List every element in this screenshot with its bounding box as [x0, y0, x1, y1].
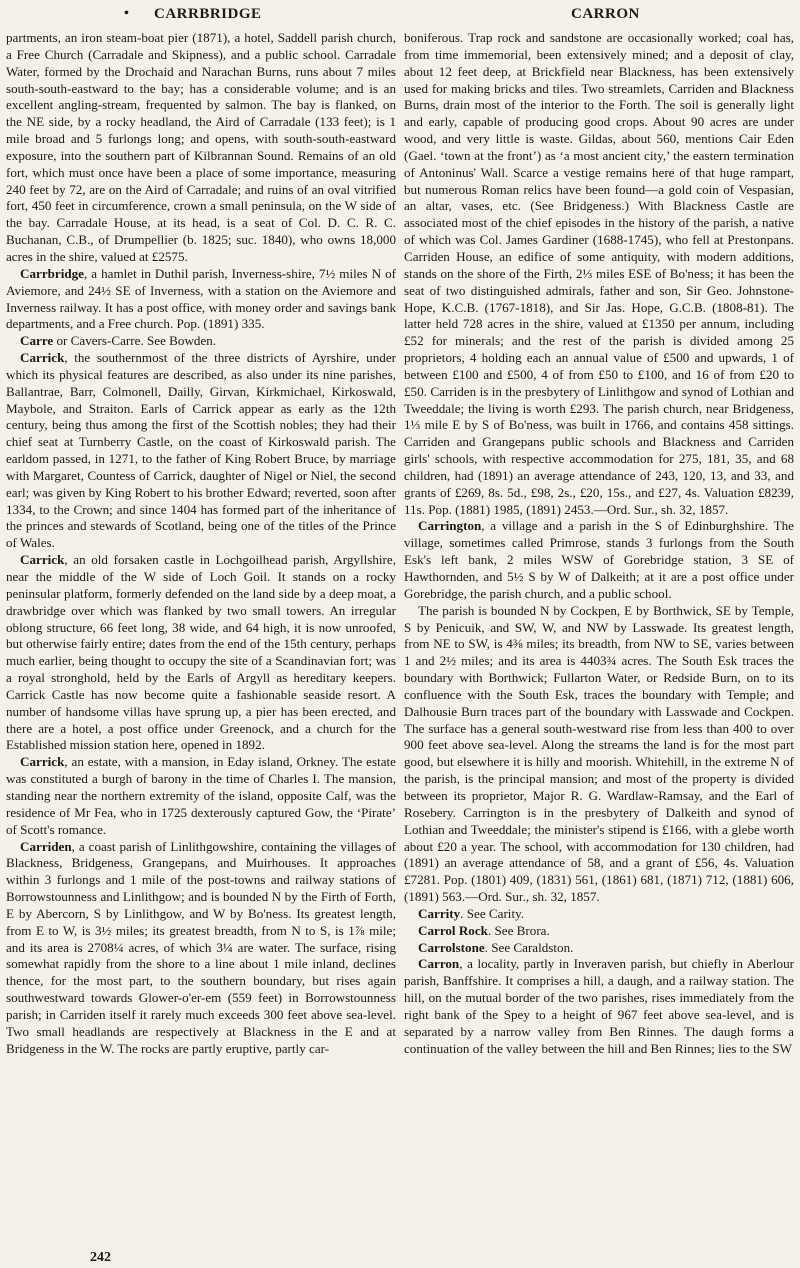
entry-paragraph: [6, 552, 396, 754]
entry-headword: Carrick: [20, 552, 65, 568]
page-mark: •: [124, 6, 130, 21]
right-column: [404, 30, 794, 1252]
running-head: [6, 4, 794, 30]
entry-paragraph: [404, 923, 794, 940]
entry-headword: Carrbridge: [20, 265, 84, 281]
entry-text: , a locality, partly in Inveraven parish, but chiefly in Aberlour parish, Banffshire. It comprises a hill, a daugh, and a railway station. The hill, on the mutual border of the two parishes, rises immediately from the right bank of the Spey to a height of 967 feet above sea-level, and is separated by a narrow valley from Ben Rinnes. The daugh forms a continuation of the valley between the hill and Ben Rinnes; lies to the SW: [404, 956, 794, 1056]
entry-paragraph: [404, 906, 794, 923]
entry-headword: Carrick: [20, 754, 65, 770]
entry-paragraph: [404, 603, 794, 906]
entry-headword: Carre: [20, 333, 54, 349]
entry-text: , a village and a parish in the S of Edinburghshire. The village, sometimes called Primrose, stands 3 furlongs from the South Esk's left bank, 2 miles WSW of Gorebridge station, 3 SE of Hawthornden, and 5½ S by W of Dalkeith; at it are a post office under Gorebridge, the parish church, and a public school.: [404, 518, 794, 601]
entry-text: partments, an iron steam-boat pier (1871), a hotel, Saddell parish church, a Free Church (Carradale and Skipness), and a public school. Carradale Water, formed by the Drochaid and Narachan Burns, runs about 7 miles south-south-eastward to the bay; has a considerable volume; and is an excellent angling-stream, frequented by salmon. The bay is flanked, on the NE side, by a rocky headland, the Aird of Carradale (133 feet); is 1 mile broad and 5 furlongs long; and opens, with south-south-eastward exposure, into the southern part of Kilbrannan Sound. Remains of an old fort, which must once have been a place of some importance, measuring 240 feet by 72, are on the Aird of Carradale; and ruins of an oval vitrified fort, 450 feet in circumference, crown a small peninsula, on the W side of the bay. Carradale House, at its head, is a seat of Col. D. C. R. C. Buchanan, C.B., of Drumpellier (b. 1825; suc. 1840), who owns 18,000 acres in the shire, valued at £2575.: [6, 30, 396, 264]
entry-headword: Carrolstone: [418, 939, 485, 955]
entry-paragraph: [6, 350, 396, 552]
entry-paragraph: [404, 940, 794, 957]
entry-paragraph: [6, 30, 396, 266]
entry-headword: Carrity: [418, 905, 461, 921]
entry-paragraph: [404, 518, 794, 602]
entry-text: or Cavers-Carre. See Bowden.: [53, 333, 217, 349]
entry-text: , an estate, with a mansion, in Eday island, Orkney. The estate was constituted a burgh of barony in the time of Charles I. The mansion, standing near the northern extremity of the island, opposite Calf, was the residence of Mr Fea, who in 1725 dexterously captured Gow, the ‘Pirate’ of Scott's romance.: [6, 754, 396, 837]
entry-headword: Carron: [418, 956, 460, 972]
entry-paragraph: [404, 30, 794, 518]
entry-text: , the southernmost of the three districts of Ayrshire, under which its physical features are described, as also under its nine parishes, Ballantrae, Barr, Colmonell, Dailly, Girvan, Kirkmichael, Kirkoswald, Maybole, and Straiton. Earls of Carrick appear as early as the 12th century, being thus among the first of the Scottish nobles; they had their chief seat at Turnberry Castle, on the coast of Kirkoswald parish. The earldom passed, in 1271, to the father of King Robert Bruce, by marriage with Margaret, Countess of Carrick, daughter of Nigel or Niel, the second earl; was given by King Robert to his brother Edward; reverted, soon after 1334, to the Crown; and since 1404 has formed part of the inheritance of the princes and stewards of Scotland, being one of the titles of the Prince of Wales.: [6, 350, 396, 551]
entry-text: , a hamlet in Duthil parish, Inverness-shire, 7½ miles N of Aviemore, and 24½ SE of Inverness, with a station on the Aviemore and Inverness railway. It has a post office, with money order and savings bank departments, and a Free church. Pop. (1891) 335.: [6, 265, 396, 332]
entry-text: , a coast parish of Linlithgowshire, containing the villages of Blackness, Bridgeness, Grangepans, and Muirhouses. It approaches within 3 furlongs and 1 mile of the post-towns and railway stations of Borrowstounness and Linlithgow; and is bounded N by the Firth of Forth, E by Abercorn, S by Linlithgow, and W by Bo'ness. Its greatest length, from E to W, is 3½ miles; its greatest breadth, from N to S, is 1⅞ mile; and its area is 2708¼ acres, of which 3¼ are water. The surface, rising somewhat rapidly from the shore to a line about 1 mile inland, declines thence, for the most part, to the southern boundary, but rises again southwestward towards Glower-o'er-em (559 feet) in Borrowstounness parish; in Carriden itself it rarely much exceeds 300 feet above sea-level. Two small headlands are respectively at Blackness in the E and at Bridgeness in the W. The rocks are partly eruptive, partly car-: [6, 838, 396, 1056]
entry-headword: Carrol Rock: [418, 922, 488, 938]
left-column: [6, 30, 396, 1252]
entry-paragraph: [404, 956, 794, 1057]
page-number: 242: [90, 1250, 111, 1265]
entry-text: . See Carity.: [460, 905, 525, 921]
entry-paragraph: [6, 839, 396, 1058]
entry-text: boniferous. Trap rock and sandstone are occasionally worked; coal has, from time immemorial, been extensively mined; and a deposit of clay, about 12 feet deep, at Brickfield near Blackness, has been extensively used for making bricks and tiles. Two streamlets, Carriden and Blackness Burns, drain most of the interior to the Forth. The soil is generally light and early, capable of producing good crops. About 90 acres are under wood, and very little is waste. Gildas, about 560, mentions Cair Eden (Gael. ‘town at the front’) as ‘a most ancient city,’ the eastern termination of Antoninus' Wall. Scarce a vestige remains here of that huge rampart, but numerous Roman relics have been found—a gold coin of Vespasian, an altar, vases, etc. (See Bridgeness.) With Blackness Castle are associated most of the chief episodes in the history of the parish, a native of which was Col. James Gardiner (1688-1745), who fell at Prestonpans. Carriden House, an edifice of some antiquity, with modern additions, stands on the shore of the Firth, 2⅓ miles ESE of Bo'ness; it has been the seat of two distinguished admirals, father and son, Sir Geo. Johnstone-Hope, K.C.B. (1767-1818), and Sir Jas. Hope, G.C.B. (1808-81). The latter held 728 acres in the shire, valued at £1350 per annum, including £52 for minerals; and the rest of the parish is divided among 25 proprietors, 4 holding each an annual value of £500 and upwards, 1 of between £100 and £500, 4 of from £50 to £100, and 16 of from £20 to £50. Carriden is in the presbytery of Linlithgow and synod of Lothian and Tweeddale; the living is worth £293. The parish church, near Bridgeness, 1⅓ mile E by S of Bo'ness, was built in 1766, and contains 458 sittings. Carriden and Grangepans public schools and Blackness and Carriden girls' schools, with respective accommodation for 275, 181, 35, and 68 children, had (1891) an average attendance of 243, 120, 13, and 33, and grants of £269, 8s. 5d., £98, 2s., £20, 15s., and £27, 4s. Valuation £8239, 11s. Pop. (1881) 1985, (1891) 2453.—Ord. Sur., sh. 32, 1857.: [404, 30, 794, 517]
text-columns: [6, 30, 794, 1252]
entry-headword: Carrington: [418, 518, 482, 534]
entry-headword: Carrick: [20, 350, 65, 366]
left-running-title: CARRBRIDGE: [154, 6, 262, 22]
entry-text: , an old forsaken castle in Lochgoilhead parish, Argyllshire, near the middle of the W side of Loch Goil. It stands on a rocky peninsular platform, formerly defended on the land side by a deep moat, a drawbridge over which was flanked by two small towers. An irregular oblong structure, 66 feet long, 38 wide, and 64 high, it is now unroofed, but otherwise fairly entire; dates from the end of the 15th century, perhaps much earlier, being thought to occupy the site of a Scandinavian fort; was a royal stronghold, held by the Earls of Argyll as hereditary keepers. Carrick Castle has now become quite a fashionable seaside resort. A number of handsome villas have sprung up, a pier has been erected, and there are a hotel, a post office under Greenock, and a church for the Established mission station here, opened in 1892.: [6, 552, 396, 753]
entry-headword: Carriden: [20, 838, 72, 854]
entry-text: . See Brora.: [487, 922, 550, 938]
entry-paragraph: [6, 754, 396, 838]
entry-paragraph: [6, 333, 396, 350]
entry-text: The parish is bounded N by Cockpen, E by Borthwick, SE by Temple, S by Penicuik, and SW, W, and NW by Lasswade. Its greatest length, from NE to SW, is 4⅜ miles; its breadth, from NW to SE, varies between 1 and 2½ miles; and its area is 4403¾ acres. The South Esk traces the boundary with Borthwick; Fullarton Water, or Redside Burn, on to its confluence with the South Esk, traces the boundary with Temple; and Dalhousie Burn traces part of the boundary with Lasswade and Cockpen. The surface has a general south-westward rise from less than 400 to over 900 feet above sea-level. Along the streams the land is for the most part good, but elsewhere it is hilly and moorish. Whitehill, in the extreme N of the parish, is the principal mansion; and most of the property is divided between its proprietor, Major R. G. Wardlaw-Ramsay, and the Earl of Rosebery. Carrington is in the presbytery of Dalkeith and synod of Lothian and Tweeddale; the minister's stipend is £166, with a glebe worth about £20 a year. The school, with accommodation for 130 children, had (1891) an average attendance of 58, and a grant of £56, 4s. Valuation £7281. Pop. (1801) 409, (1831) 561, (1861) 681, (1871) 712, (1881) 606, (1891) 563.—Ord. Sur., sh. 32, 1857.: [404, 602, 794, 905]
right-running-title: CARRON: [571, 6, 640, 22]
entry-text: . See Caraldston.: [484, 939, 574, 955]
entry-paragraph: [6, 266, 396, 333]
